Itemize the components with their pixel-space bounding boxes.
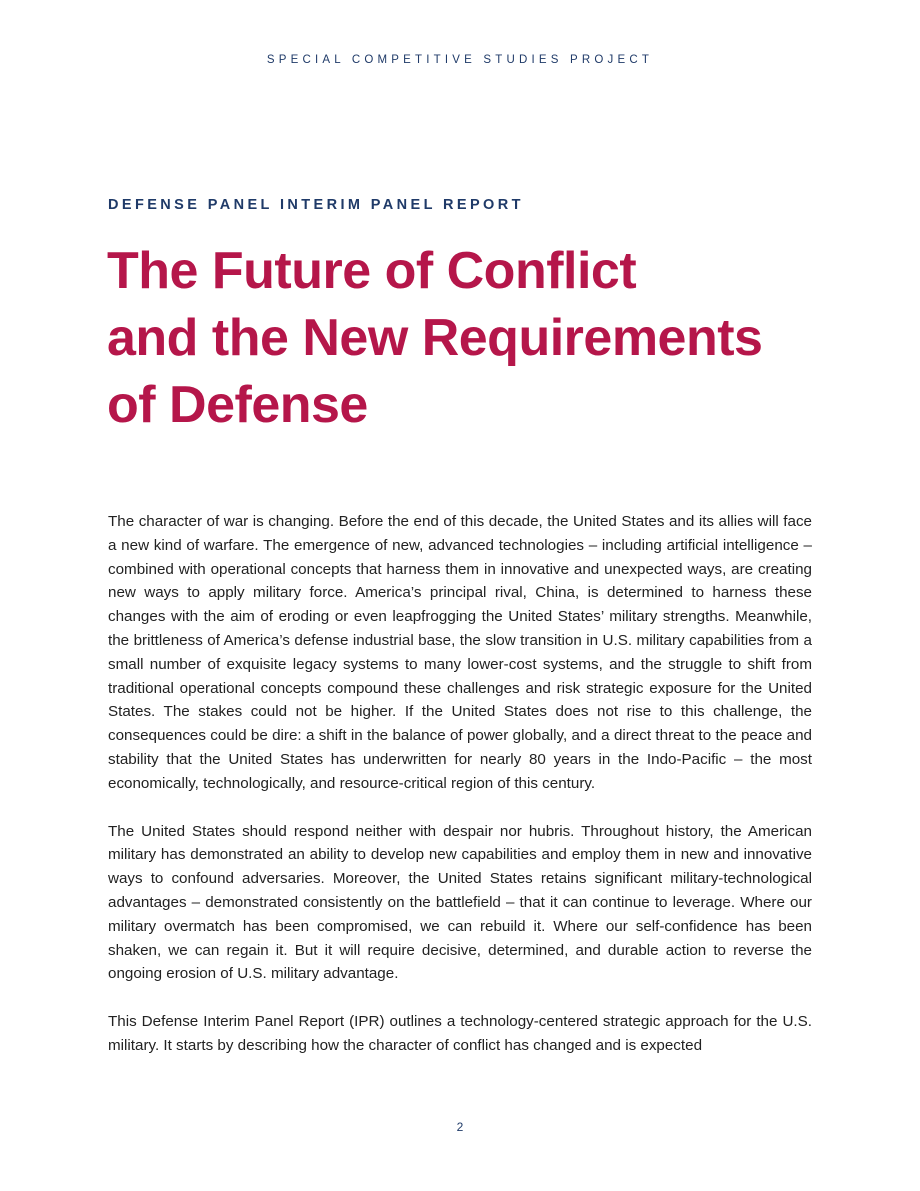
report-eyebrow: DEFENSE PANEL INTERIM PANEL REPORT xyxy=(108,197,524,213)
paragraph: The United States should respond neither with despair nor hubris. Throughout history, the American military has demonstrated an ability to develop new capabilities and employ them in new and innovative ways to confound adversaries. Moreover, the United States retains significant military-technological advantages – demonstrated consistently on the battlefield – that it can continue to leverage. Where our military overmatch has been compromised, we can rebuild it. Where our self-confidence has been shaken, we can regain it. But it will require decisive, determined, and durable action to reverse the ongoing erosion of U.S. military advantage. xyxy=(108,822,812,983)
body-text xyxy=(108,510,812,1082)
running-header: SPECIAL COMPETITIVE STUDIES PROJECT xyxy=(266,54,654,66)
title-line: and the New Requirements xyxy=(107,309,763,367)
page-number: 2 xyxy=(456,1120,464,1134)
title-line: of Defense xyxy=(107,376,368,434)
title-line: The Future of Conflict xyxy=(107,242,637,300)
paragraph: This Defense Interim Panel Report (IPR) outlines a technology-centered strategic approach for the U.S. military. It starts by describing how the character of conflict has changed and is expected xyxy=(108,1013,812,1054)
paragraph: The character of war is changing. Before the end of this decade, the United States and its allies will face a new kind of warfare. The emergence of new, advanced technologies – including artificial intelligence – combined with operational concepts that harness them in innovative and unexpected ways, are creating new ways to apply military force. America’s principal rival, China, is determined to harness these changes with the aim of eroding or even leapfrogging the United States’ military strengths. Meanwhile, the brittleness of America’s defense industrial base, the slow transition in U.S. military capabilities from a small number of exquisite legacy systems to many lower-cost systems, and the struggle to shift from traditional operational concepts compound these challenges and risk strategic exposure for the United States. The stakes could not be higher. If the United States does not rise to this challenge, the consequences could be dire: a shift in the balance of power globally, and a direct threat to the peace and stability that the United States has underwritten for nearly 80 years in the Indo-Pacific – the most economically, technologically, and resource-critical region of this century. xyxy=(108,513,812,792)
page-title xyxy=(107,238,827,439)
